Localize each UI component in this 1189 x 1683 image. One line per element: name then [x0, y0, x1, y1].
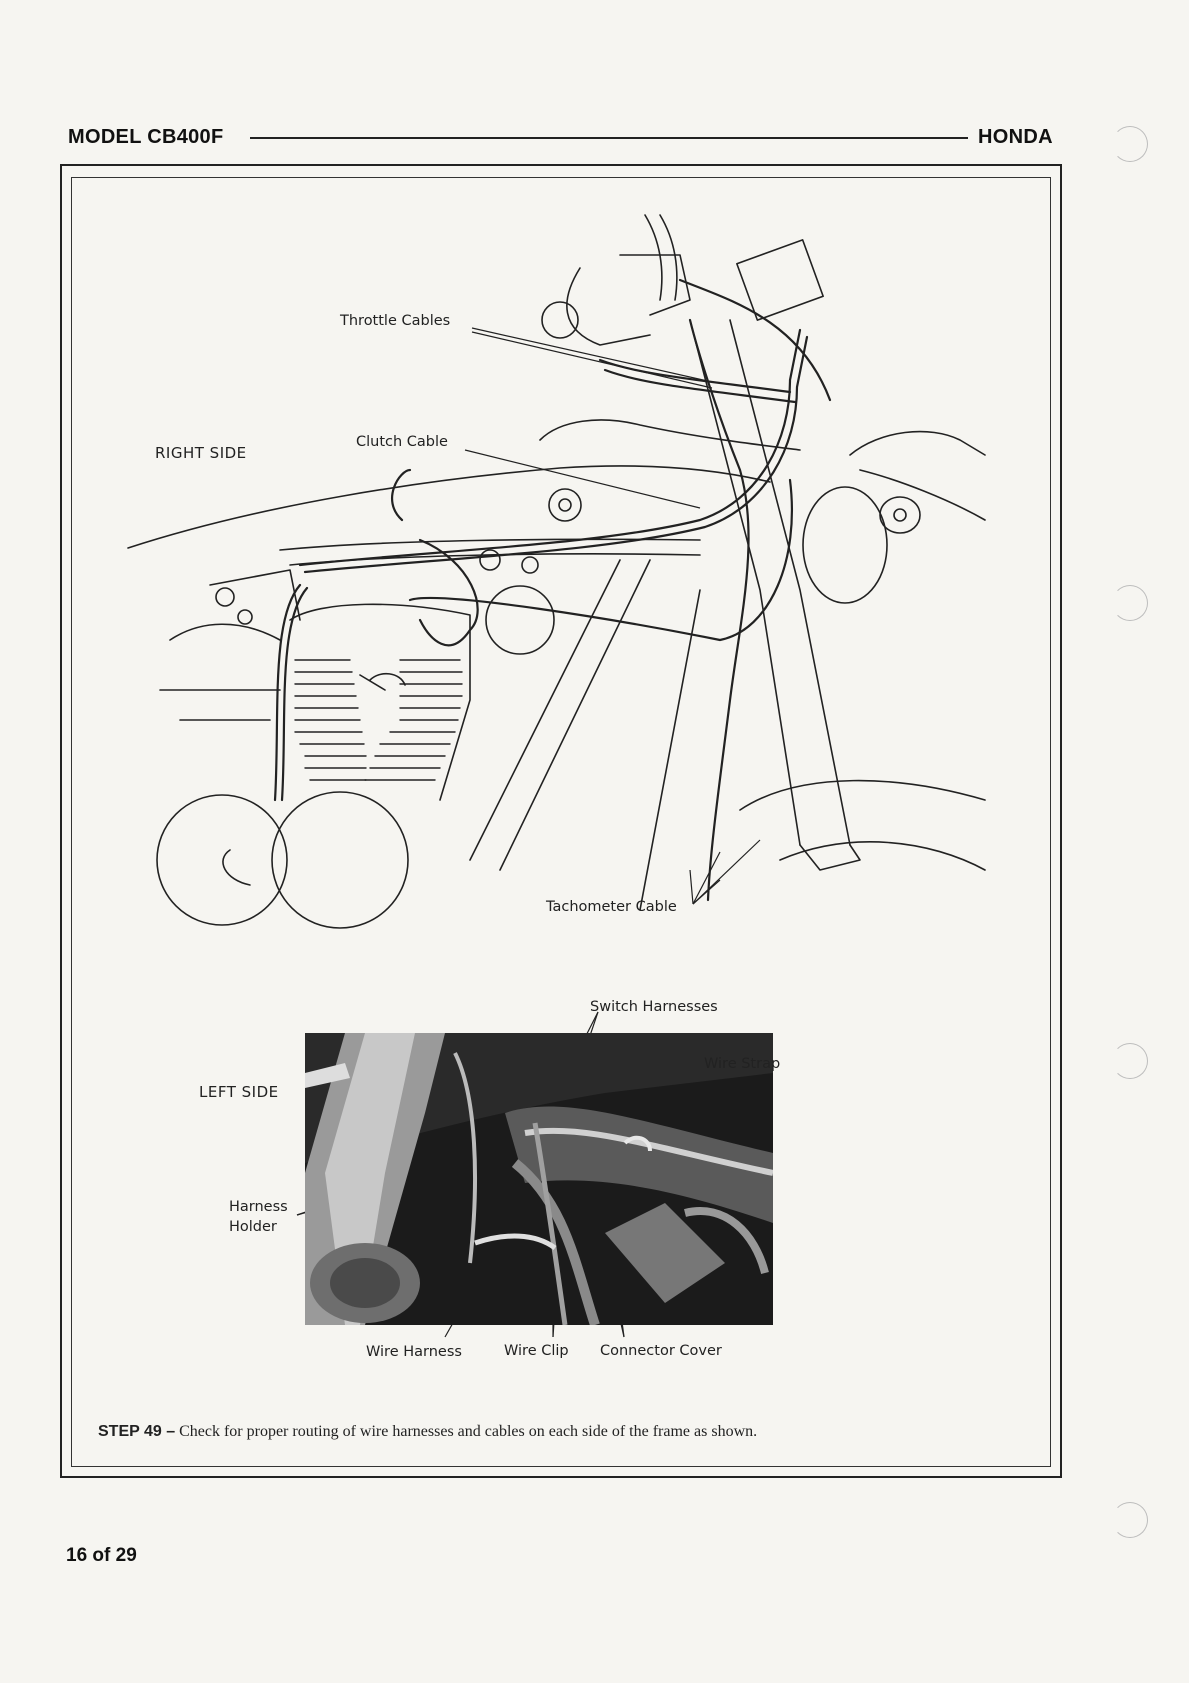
- step-caption: [98, 1423, 1048, 1441]
- throttle-cables-label: Throttle Cables: [340, 313, 451, 329]
- page-number: 16 of 29: [66, 1545, 137, 1566]
- left-side-label: LEFT SIDE: [199, 1083, 279, 1101]
- wire-strap-label: Wire Strap: [704, 1056, 781, 1072]
- left-side-photo-art: [305, 1033, 773, 1325]
- step-text: Check for proper routing of wire harnesses and cables on each side of the frame as shown.: [179, 1423, 758, 1440]
- connector-cover-label: Connector Cover: [600, 1343, 722, 1359]
- step-number: STEP 49 –: [98, 1423, 176, 1440]
- wire-clip-label: Wire Clip: [504, 1343, 569, 1359]
- tachometer-cable-label: Tachometer Cable: [546, 899, 677, 915]
- harness-holder-label-line2: Holder: [229, 1219, 277, 1235]
- right-side-label: RIGHT SIDE: [155, 444, 247, 462]
- clutch-cable-label: Clutch Cable: [356, 434, 448, 450]
- left-side-photo: [305, 1033, 773, 1325]
- harness-holder-label-line1: Harness: [229, 1199, 288, 1215]
- wire-harness-label: Wire Harness: [366, 1344, 462, 1360]
- switch-harnesses-label: Switch Harnesses: [590, 999, 718, 1015]
- model-title: MODEL CB400F: [68, 126, 224, 148]
- brand-title: HONDA: [978, 126, 1053, 148]
